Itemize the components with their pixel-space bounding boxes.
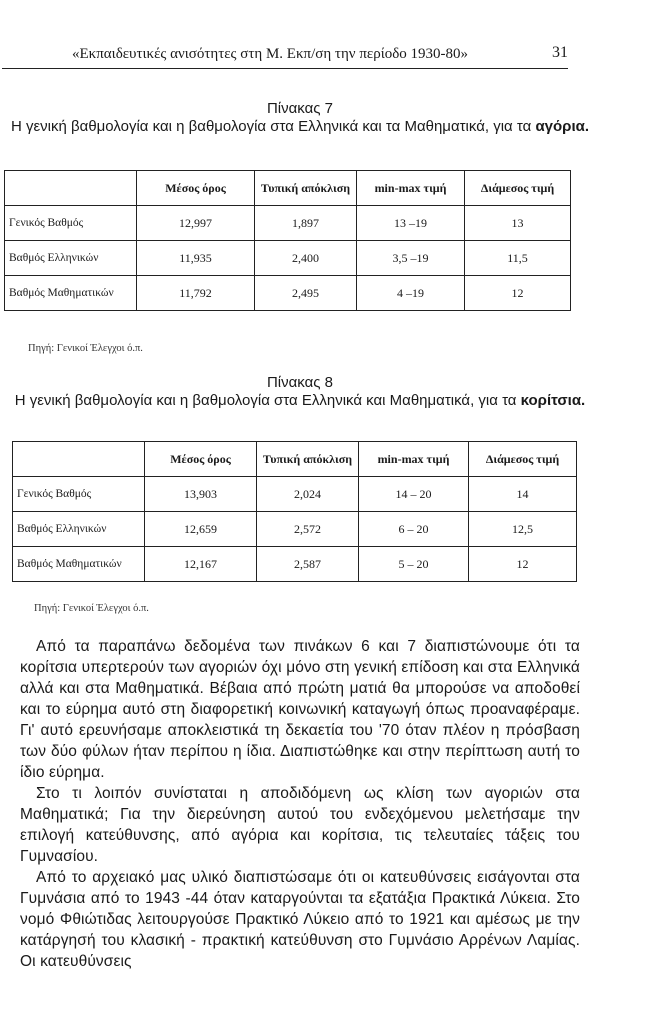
minmax-cell: 13 –19 xyxy=(357,206,465,241)
table-8-caption xyxy=(0,374,600,410)
running-title: «Εκπαιδευτικές ανισότητες στη Μ. Εκπ/ση την περίοδο 1930-80» xyxy=(72,46,469,62)
mean-cell: 13,903 xyxy=(145,477,257,512)
median-cell: 11,5 xyxy=(465,241,571,276)
body-paragraph: Από το αρχειακό μας υλικό διαπιστώσαμε ότι οι κατευθύνσεις εισάγονται στα Γυμνάσια από το 1943 -44 όταν καταργούνται τα εξατάξια Πρακτικά Λύκεια. Στο νομό Φθιώτιδας λειτουργούσε Πρακτικό Λύκειο από το 1921 και αμέσως με την κατάργησή του κλασική - πρακτική κατεύθυνση στο Γυμνάσιο Αρρένων Λαμίας. Οι κατευθύνσεις xyxy=(20,869,580,970)
minmax-cell: 5 – 20 xyxy=(359,547,469,582)
table-row xyxy=(13,477,577,512)
table-header-row xyxy=(13,442,577,477)
sd-cell: 2,495 xyxy=(255,276,357,311)
row-label: Βαθμός Ελληνικών xyxy=(5,241,137,276)
minmax-cell: 14 – 20 xyxy=(359,477,469,512)
column-header: Τυπική απόκλιση xyxy=(255,171,357,206)
column-header: Διάμεσος τιμή xyxy=(469,442,577,477)
mean-cell: 12,659 xyxy=(145,512,257,547)
body-paragraph: Στο τι λοιπόν συνίσταται η αποδιδόμενη ως κλίση των αγοριών στα Μαθηματικά; Για την διερεύνηση αυτού του ενδεχόμενου μελετήσαμε την επιλογή κατεύθυνσης, από αγόρια και κορίτσια, τις τελευταίες τάξεις του Γυμνασίου. xyxy=(20,785,580,865)
row-label: Βαθμός Ελληνικών xyxy=(13,512,145,547)
mean-cell: 12,997 xyxy=(137,206,255,241)
row-label: Γενικός Βαθμός xyxy=(13,477,145,512)
table-7-caption-main: Η γενική βαθμολογία και η βαθμολογία στα Ελληνικά και τα Μαθηματικά, για τα xyxy=(10,118,532,135)
table-7 xyxy=(4,170,571,311)
row-label: Βαθμός Μαθηματικών xyxy=(13,547,145,582)
column-header: Τυπική απόκλιση xyxy=(257,442,359,477)
column-header xyxy=(5,171,137,206)
sd-cell: 2,572 xyxy=(257,512,359,547)
median-cell: 12 xyxy=(465,276,571,311)
table-7-source: Πηγή: Γενικοί Έλεγχοι ό.π. xyxy=(28,343,143,354)
table-7-caption xyxy=(0,100,600,136)
table-header-row xyxy=(5,171,571,206)
row-label: Γενικός Βαθμός xyxy=(5,206,137,241)
table-8 xyxy=(12,441,577,582)
median-cell: 12,5 xyxy=(469,512,577,547)
column-header xyxy=(13,442,145,477)
minmax-cell: 4 –19 xyxy=(357,276,465,311)
table-8-caption-main: Η γενική βαθμολογία και η βαθμολογία στα Ελληνικά και Μαθηματικά, για τα xyxy=(14,392,517,409)
table-row xyxy=(13,512,577,547)
sd-cell: 1,897 xyxy=(255,206,357,241)
column-header: Μέσος όρος xyxy=(137,171,255,206)
body-paragraph: Από τα παραπάνω δεδομένα των πινάκων 6 και 7 διαπιστώνουμε ότι τα κορίτσια υπερτερούν των αγοριών όχι μόνο στη γενική επίδοση και στα Ελληνικά αλλά και στα Μαθηματικά. Βέβαια από πρώτη ματιά θα μπορούσε να αποδοθεί και το εύρημα αυτό στη διαφορετική κοινωνική καταγωγή όπως προαναφέραμε. Γι' αυτό ερευνήσαμε αποκλειστικά τη δεκαετία του '70 όταν πλέον η πρόσβαση των δύο φύλων ήταν περίπου η ίδια. Διαπιστώθηκε και στην περίπτωση αυτή το ίδιο εύρημα. xyxy=(20,638,580,781)
table-row xyxy=(5,206,571,241)
mean-cell: 11,792 xyxy=(137,276,255,311)
table-7-caption-emph: αγόρια. xyxy=(535,118,589,135)
page-number: 31 xyxy=(552,44,568,61)
table-8-source: Πηγή: Γενικοί Έλεγχοι ό.π. xyxy=(34,603,149,614)
column-header: min-max τιμή xyxy=(359,442,469,477)
table-row xyxy=(5,241,571,276)
table-8-caption-emph: κορίτσια. xyxy=(520,392,586,409)
body-text xyxy=(20,636,580,972)
minmax-cell: 3,5 –19 xyxy=(357,241,465,276)
sd-cell: 2,587 xyxy=(257,547,359,582)
table-8-caption-text xyxy=(0,392,600,410)
table-7-caption-text xyxy=(0,118,600,136)
row-label: Βαθμός Μαθηματικών xyxy=(5,276,137,311)
table-row xyxy=(5,276,571,311)
table-8-number: Πίνακας 8 xyxy=(266,374,334,391)
median-cell: 12 xyxy=(469,547,577,582)
minmax-cell: 6 – 20 xyxy=(359,512,469,547)
column-header: min-max τιμή xyxy=(357,171,465,206)
sd-cell: 2,400 xyxy=(255,241,357,276)
mean-cell: 12,167 xyxy=(145,547,257,582)
median-cell: 13 xyxy=(465,206,571,241)
table-7-number: Πίνακας 7 xyxy=(266,100,334,117)
median-cell: 14 xyxy=(469,477,577,512)
table-row xyxy=(13,547,577,582)
sd-cell: 2,024 xyxy=(257,477,359,512)
mean-cell: 11,935 xyxy=(137,241,255,276)
column-header: Διάμεσος τιμή xyxy=(465,171,571,206)
running-header xyxy=(2,40,568,69)
column-header: Μέσος όρος xyxy=(145,442,257,477)
